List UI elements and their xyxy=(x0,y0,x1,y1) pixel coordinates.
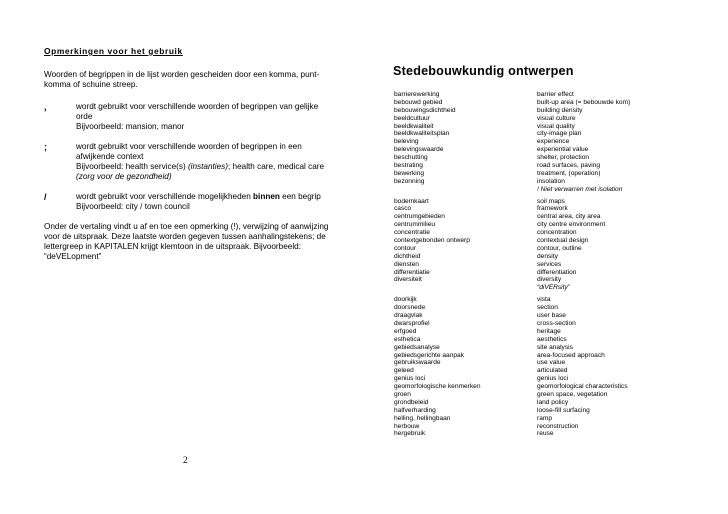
dutch-term: diensten xyxy=(394,260,419,268)
glossary-group xyxy=(394,198,694,293)
english-term: concentration xyxy=(537,229,577,237)
glossary-row xyxy=(394,237,694,245)
english-term: visual culture xyxy=(537,114,576,122)
rule-note: (zorg voor de gezondheid) xyxy=(76,172,172,181)
dutch-term: belevingswaarde xyxy=(394,146,444,154)
rule-symbol: , xyxy=(44,102,47,112)
dutch-term xyxy=(394,186,537,194)
glossary-row xyxy=(394,186,694,194)
dutch-term: barrierewerking xyxy=(394,91,440,98)
glossary-row xyxy=(394,229,694,237)
glossary-row xyxy=(394,391,694,399)
translation-note: “diVERsity” xyxy=(537,284,570,292)
glossary-row xyxy=(394,245,694,253)
glossary-group xyxy=(394,91,694,194)
english-term: framework xyxy=(537,205,568,213)
english-term: loose-fill surfacing xyxy=(537,406,590,414)
glossary-row xyxy=(394,170,694,178)
glossary-row xyxy=(394,312,694,320)
glossary-row xyxy=(394,284,694,292)
usage-notes xyxy=(44,46,334,262)
glossary-row xyxy=(394,178,694,186)
dutch-term xyxy=(394,284,537,292)
glossary-row xyxy=(394,154,694,162)
dutch-term: differentiatie xyxy=(394,268,430,276)
english-term: green space, vegetation xyxy=(537,390,608,398)
dutch-term: concentratie xyxy=(394,229,430,237)
english-term: section xyxy=(537,304,558,312)
english-term: shelter, protection xyxy=(537,154,590,162)
english-term: visual quality xyxy=(537,122,575,130)
english-term: genius loci xyxy=(537,375,569,383)
glossary-row xyxy=(394,276,694,284)
dutch-term: helling, hellingbaan xyxy=(394,414,451,422)
english-term: vista xyxy=(537,296,551,304)
dutch-term: doorsnede xyxy=(394,304,426,312)
glossary-row xyxy=(394,296,694,304)
glossary-row xyxy=(394,399,694,407)
english-term: user base xyxy=(537,312,566,320)
glossary-row xyxy=(394,352,694,360)
glossary-row xyxy=(394,115,694,123)
dutch-term: groen xyxy=(394,390,411,398)
english-term: reconstruction xyxy=(537,422,579,430)
glossary-row xyxy=(394,367,694,375)
glossary-row xyxy=(394,407,694,415)
page-number: 2 xyxy=(183,456,188,466)
dutch-term: contextgebonden ontwerp xyxy=(394,237,470,245)
english-term: diversity xyxy=(537,276,562,284)
glossary-group xyxy=(394,296,694,438)
glossary-row xyxy=(394,91,694,99)
english-term: built-up area (= bebouwde kom) xyxy=(537,98,631,106)
english-term: building density xyxy=(537,106,583,114)
dutch-term: hergebruik xyxy=(394,430,426,438)
glossary-row xyxy=(394,383,694,391)
english-term: soil maps xyxy=(537,197,565,205)
glossary-row xyxy=(394,415,694,423)
glossary-row xyxy=(394,423,694,431)
glossary-row xyxy=(394,253,694,261)
rule-symbol: ; xyxy=(44,142,47,152)
rule-text: wordt gebruikt voor verschillende woorden of begrippen in een afwijkende context xyxy=(76,142,302,161)
glossary-row xyxy=(394,344,694,352)
dutch-term: doorkijk xyxy=(394,296,417,304)
rule-example: Bijvoorbeeld: city / town council xyxy=(76,202,190,211)
usage-notes-intro: Woorden of begrippen in de lijst worden gescheiden door een komma, punt-komma of schuine streep. xyxy=(44,70,320,89)
dutch-term: diversiteit xyxy=(394,276,422,284)
rule-text-suffix: een begrip xyxy=(279,192,321,201)
dutch-term: bestrating xyxy=(394,162,423,170)
english-term: site analysis xyxy=(537,343,573,351)
english-term: experiential value xyxy=(537,146,589,154)
english-term: barrier effect xyxy=(537,91,574,98)
dutch-term: gebiedsanalyse xyxy=(394,343,440,351)
english-term: geomorfological characteristics xyxy=(537,383,628,391)
english-term: density xyxy=(537,252,558,260)
glossary-row xyxy=(394,359,694,367)
glossary-row xyxy=(394,328,694,336)
glossary-row xyxy=(394,213,694,221)
english-term: road surfaces, paving xyxy=(537,162,601,170)
dutch-term: geomorfologische kenmerken xyxy=(394,383,481,391)
dutch-term: centrummilieu xyxy=(394,221,436,229)
dutch-term: beeldkwaliteit xyxy=(394,122,434,130)
dutch-term: geleed xyxy=(394,367,414,375)
rule-text: wordt gebruikt voor verschillende woorden of begrippen van gelijke orde xyxy=(76,102,319,121)
dutch-term: dwarsprofiel xyxy=(394,319,430,327)
english-term: treatment, (operation) xyxy=(537,169,601,177)
english-term: land policy xyxy=(537,398,569,406)
english-term: city-image plan xyxy=(537,130,582,138)
glossary-row xyxy=(394,99,694,107)
glossary-row xyxy=(394,138,694,146)
glossary-row xyxy=(394,162,694,170)
english-term: reuse xyxy=(537,430,554,438)
glossary-row xyxy=(394,375,694,383)
dutch-term: bezonning xyxy=(394,177,425,185)
english-term: cross-section xyxy=(537,319,576,327)
dutch-term: gebiedsgerichte aanpak xyxy=(394,351,465,359)
glossary-row xyxy=(394,205,694,213)
english-term: articulated xyxy=(537,367,568,375)
dutch-term: halfverharding xyxy=(394,406,436,414)
dutch-term: draagvlak xyxy=(394,312,423,320)
translation-note: ! Niet verwarren met isolation xyxy=(537,185,623,193)
english-term: contextual design xyxy=(537,237,589,245)
section-title: Stedebouwkundig ontwerpen xyxy=(393,64,574,78)
glossary-row xyxy=(394,430,694,438)
dutch-term: casco xyxy=(394,205,412,213)
rule-example xyxy=(76,162,334,172)
rule-example-suffix: ; health care, medical care xyxy=(228,162,325,171)
dutch-term: grondbeleid xyxy=(394,398,429,406)
glossary-row xyxy=(394,146,694,154)
rule-comma xyxy=(44,102,334,132)
dutch-term: dichtheid xyxy=(394,252,421,260)
glossary-row xyxy=(394,320,694,328)
rule-example-prefix: Bijvoorbeeld: health service(s) xyxy=(76,162,188,171)
dutch-term: centrumgebieden xyxy=(394,213,445,221)
rule-text-prefix: wordt gebruikt voor verschillende mogelijkheden xyxy=(76,192,254,201)
rule-example-italic: (instanties) xyxy=(187,162,228,171)
glossary-row xyxy=(394,107,694,115)
english-term: use value xyxy=(537,359,566,367)
dutch-term: contour xyxy=(394,244,416,252)
rule-text-bold: binnen xyxy=(253,192,280,201)
dutch-term: erfgoed xyxy=(394,327,417,335)
english-term: heritage xyxy=(537,327,561,335)
dutch-term: herbouw xyxy=(394,422,420,430)
rule-example: Bijvoorbeeld: mansion, manor xyxy=(76,122,185,131)
english-term: ramp xyxy=(537,414,553,422)
dutch-term: bodemkaart xyxy=(394,197,429,205)
dutch-term: bebouwd gebied xyxy=(394,98,443,106)
english-term: services xyxy=(537,260,562,268)
dutch-term: beleving xyxy=(394,138,419,146)
glossary-row xyxy=(394,269,694,277)
dutch-term: gebruikswaarde xyxy=(394,359,441,367)
english-term: experience xyxy=(537,138,570,146)
english-term: contour, outline xyxy=(537,244,582,252)
rule-slash xyxy=(44,192,334,212)
dutch-term: beeldcultuur xyxy=(394,114,430,122)
glossary-row xyxy=(394,130,694,138)
english-term: differentiation xyxy=(537,268,577,276)
usage-notes-heading: Opmerkingen voor het gebruik xyxy=(44,46,183,56)
english-term: area-focused approach xyxy=(537,351,605,359)
english-term: insolation xyxy=(537,177,565,185)
english-term: central area, city area xyxy=(537,213,601,221)
glossary-row xyxy=(394,261,694,269)
rule-text xyxy=(76,192,334,202)
dutch-term: bewerking xyxy=(394,169,425,177)
glossary-row xyxy=(394,304,694,312)
dutch-term: bebouwingsdichtheid xyxy=(394,106,456,114)
dutch-term: beschutting xyxy=(394,154,428,162)
english-term: aesthetics xyxy=(537,335,567,343)
dutch-term: genius loci xyxy=(394,375,426,383)
dutch-term: esthetica xyxy=(394,335,421,343)
glossary-row xyxy=(394,221,694,229)
pronunciation-paragraph: Onder de vertaling vindt u af en toe een opmerking (!), verwijzing of aanwijzing voor de uitspraak. Deze laatste worden gegeven tussen aanhalingstekens; de lettergreep in KAPITALEN krijgt klemtoon in de uitspraak. Bijvoorbeeld: “deVELopment” xyxy=(44,222,329,261)
rule-symbol: / xyxy=(44,192,47,202)
glossary-row xyxy=(394,336,694,344)
glossary-row xyxy=(394,123,694,131)
rule-semicolon xyxy=(44,142,334,182)
glossary-row xyxy=(394,198,694,206)
english-term: city centre environment xyxy=(537,221,606,229)
glossary xyxy=(394,91,694,442)
dutch-term: beeldkwaliteitsplan xyxy=(394,130,450,138)
